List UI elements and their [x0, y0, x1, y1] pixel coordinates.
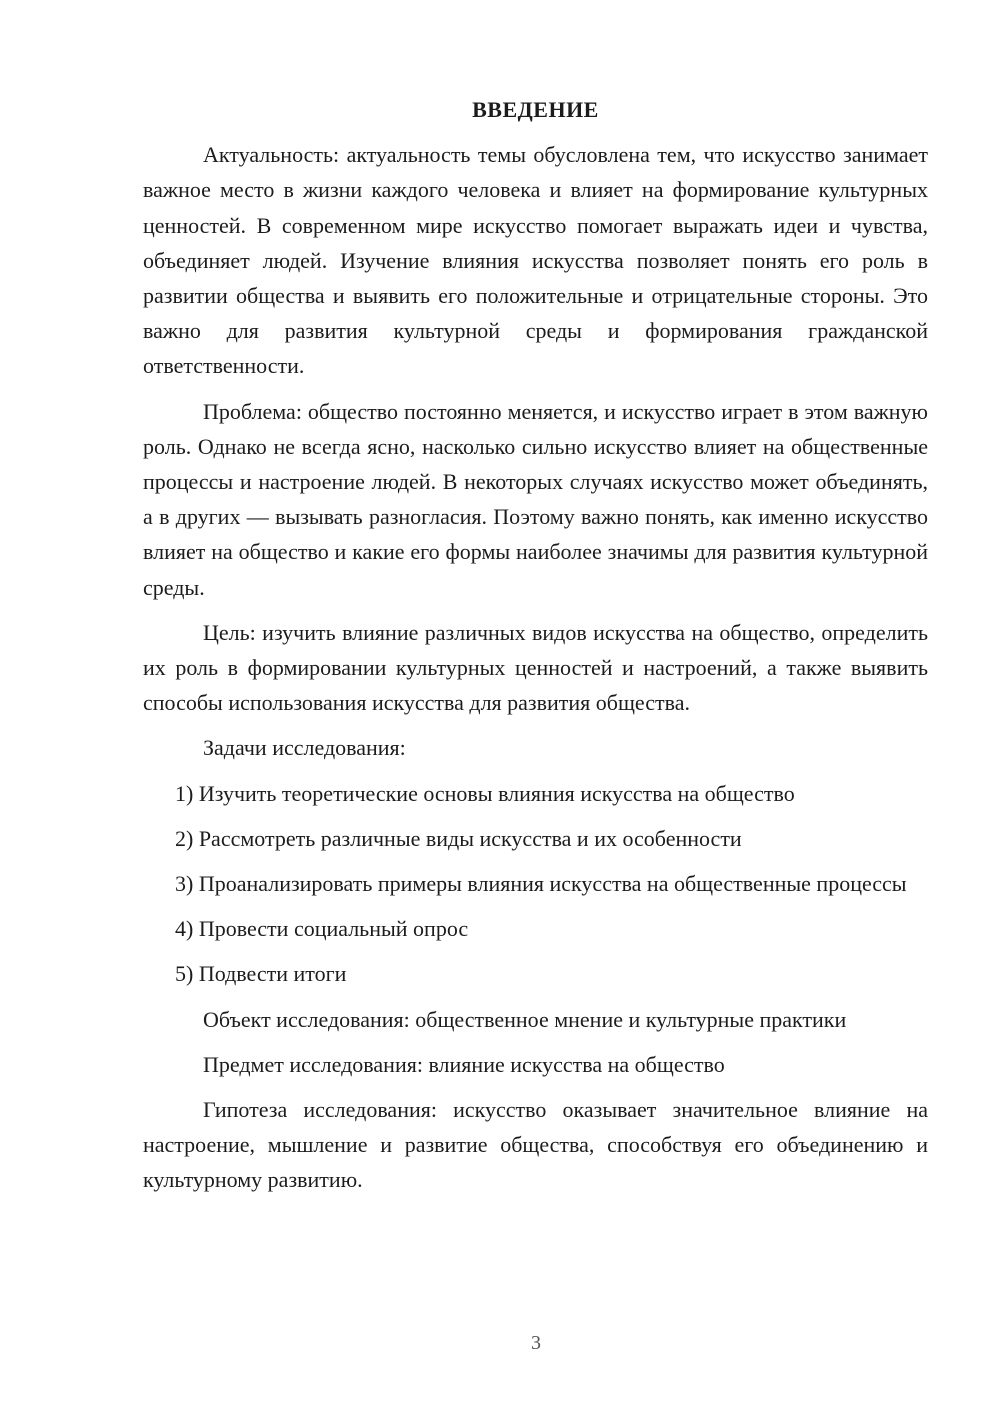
tasks-list	[143, 776, 928, 992]
relevance-paragraph: Актуальность: актуальность темы обусловлена тем, что искусство занимает важное место в жизни каждого человека и влияет на формирование культурных ценностей. В современном мире искусство помогает выражать идеи и чувства, объединяет людей. Изучение влияния искусства позволяет понять его роль в развитии общества и выявить его положительные и отрицательные стороны. Это важно для развития культурной среды и формирования гражданской ответственности.	[143, 142, 928, 379]
object-paragraph: Объект исследования: общественное мнение и культурные практики	[203, 1006, 847, 1032]
task-item-1: 1) Изучить теоретические основы влияния искусства на общество	[175, 780, 795, 806]
tasks-heading: Задачи исследования:	[203, 735, 406, 761]
problem-paragraph: Проблема: общество постоянно меняется, и искусство играет в этом важную роль. Однако не всегда ясно, насколько сильно искусство влияет на общественные процессы и настроение людей. В некоторых случаях искусство может объединять, а в других — вызывать разногласия. Поэтому важно понять, как именно искусство влияет на общество и какие его формы наиболее значимы для развития культурной среды.	[143, 398, 928, 600]
task-item-2: 2) Рассмотреть различные виды искусства и их особенности	[175, 825, 742, 851]
subject-paragraph: Предмет исследования: влияние искусства на общество	[203, 1051, 725, 1077]
task-item-4: 4) Провести социальный опрос	[175, 916, 469, 942]
goal-paragraph: Цель: изучить влияние различных видов искусства на общество, определить их роль в формировании культурных ценностей и настроений, а также выявить способы использования искусства для развития общества.	[143, 619, 928, 716]
page-content	[143, 92, 928, 1208]
page-title: ВВЕДЕНИЕ	[472, 97, 599, 122]
task-item-5: 5) Подвести итоги	[175, 961, 347, 987]
page-number: 3	[531, 1332, 541, 1354]
task-item-3: 3) Проанализировать примеры влияния искусства на общественные процессы	[175, 871, 907, 897]
hypothesis-paragraph: Гипотеза исследования: искусство оказывает значительное влияние на настроение, мышление и развитие общества, способствуя его объединению и культурному развитию.	[143, 1097, 928, 1193]
